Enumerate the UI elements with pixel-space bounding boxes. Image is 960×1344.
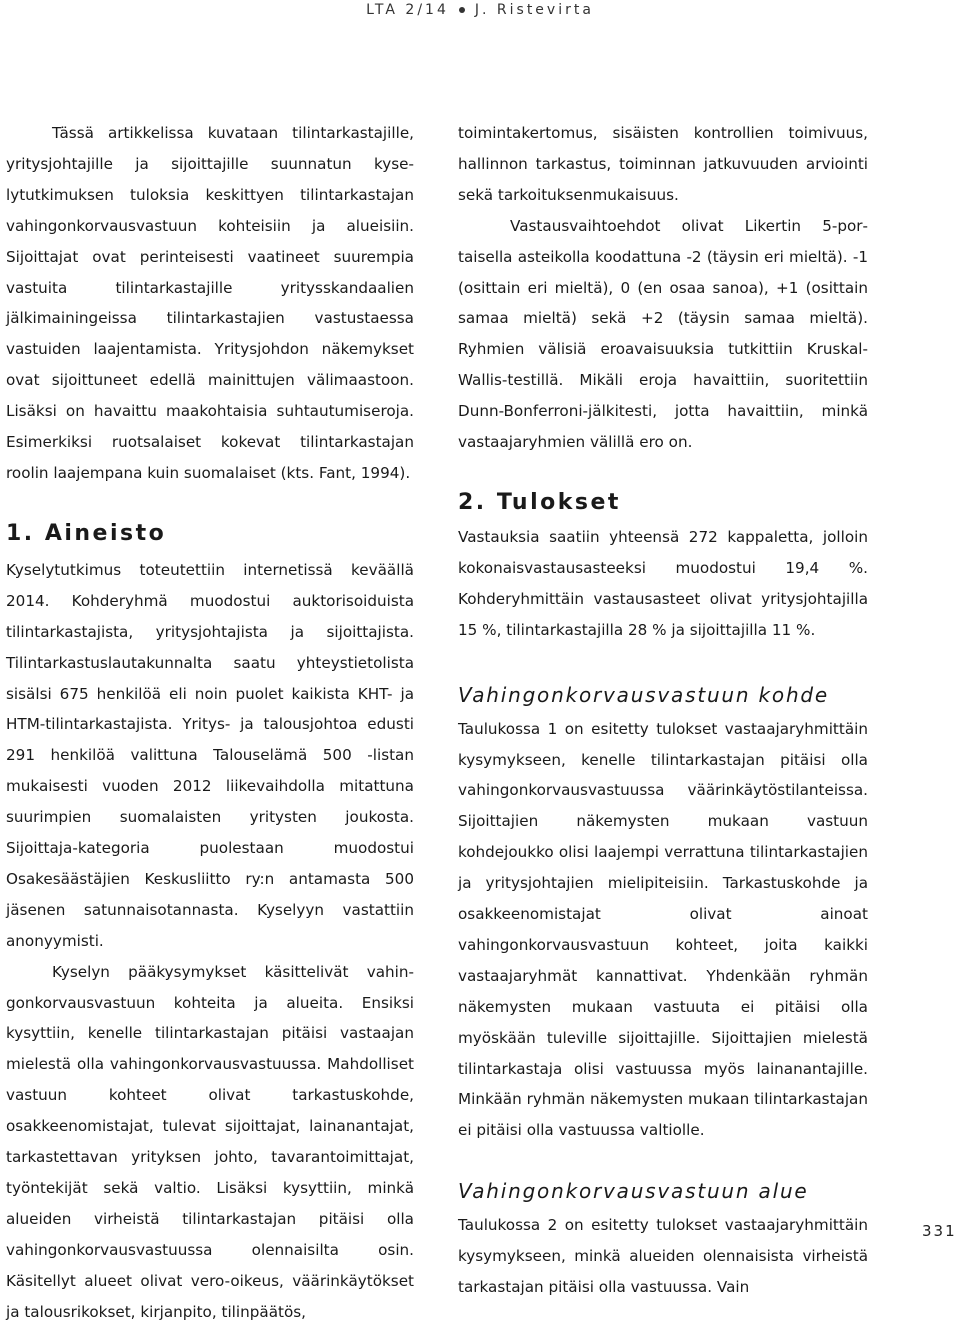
journal-issue: LTA 2/14 — [366, 2, 449, 18]
right-column — [458, 118, 868, 1303]
continued-paragraph: toimintakertomus, sisäisten kontrollien toimivuus, hallinnon tarkastus, toiminnan jatkuvuuden arviointi sekä tarkoituksenmukaisuus. — [458, 124, 868, 204]
left-column — [6, 118, 414, 1328]
likert-paragraph: Vastausvaihtoehdot olivat Likertin 5-portaisella asteikolla koodattuna -2 (täysin eri mieltä). -1 (osittain eri mieltä), 0 (en osaa sanoa), +1 (osittain samaa mieltä) sekä +2 (täysin samaa mieltä). Ryhmien välisiä eroavaisuuksia tutkittiin Kruskal-Wallis-testillä. Mikäli eroja havaittiin, suoritettiin Dunn-Bonferroni-jälkitesti, jotta havaittiin, minkä vastaajaryhmien välillä ero on. — [458, 216, 868, 452]
section-heading-aineisto: 1. Aineisto — [6, 520, 167, 546]
subheading-vastuun-alue: Vahingonkorvausvastuun alue — [458, 1179, 809, 1204]
section-heading-tulokset: 2. Tulokset — [458, 489, 621, 515]
tulokset-paragraph: Vastauksia saatiin yhteensä 272 kappaletta, jolloin kokonaisvastausasteeksi muodostui 19,4 %. Kohderyhmittäin vastausasteet olivat yritysjohtajilla 15 %, tilintarkastajilla 28 % ja sijoittajilla 11 %. — [458, 527, 868, 639]
running-header — [330, 2, 630, 18]
vastuun-alue-paragraph: Taulukossa 2 on esitetty tulokset vastaajaryhmittäin kysymykseen, minkä alueiden olennaisista virheistä tarkastajan pitäisi olla vastuussa. Vain — [458, 1216, 868, 1297]
intro-paragraph: Tässä artikkelissa kuvataan tilintarkastajille, yritysjohtajille ja sijoittajille suunnatun kyselytutkimuksen tuloksia keskittyen tilintarkastajan vahingonkorvausvastuun kohteisiin ja alueisiin. Sijoittajat ovat perinteisesti vaatineet suurempia vastuita tilintarkastajille yritysskandaalien jälkimainingeissa tilintarkastajien vastustaessa vastuiden laajentamista. Yritysjohdon näkemykset ovat sijoittuneet edellä mainittujen välimaastoon. Lisäksi on havaittu maakohtaisia suhtautumiseroja. Esimerkiksi ruotsalaiset kokevat tilintarkastajan roolin laajempana kuin suomalaiset (kts. Fant, 1994). — [6, 124, 414, 482]
bullet-separator — [459, 7, 465, 13]
aineisto-paragraph-2: Kyselyn pääkysymykset käsittelivät vahingonkorvausvastuun kohteita ja alueita. Ensiksi kysyttiin, kenelle tilintarkastajan pitäisi vastaajan mielestä olla vahingonkorvausvastuussa. Mahdolliset vastuun kohteet olivat tarkastuskohde, osakkeenomistajat, tulevat sijoittajat, lainanantajat, tarkastettavan yrityksen johto, tavarantoimittajat, työntekijät sekä valtio. Lisäksi kysyttiin, minkä alueiden virheistä tilintarkastajan pitäisi olla vahingonkorvausvastuussa olennaisilta osin. Käsitellyt alueet olivat vero-oikeus, väärinkäytökset ja talousrikokset, kirjanpito, tilinpäätös, — [6, 962, 414, 1321]
vastuun-kohde-paragraph: Taulukossa 1 on esitetty tulokset vastaajaryhmittäin kysymykseen, kenelle tilintarkastajan pitäisi olla vahingonkorvausvastuussa väärinkäytöstilanteissa. Sijoittajien näkemysten mukaan vastuun kohdejoukko olisi laajempi verrattuna tilintarkastajien ja yritysjohtajien mielipiteisiin. Tarkastuskohde ja osakkeenomistajat olivat ainoat vahingonkorvausvastuun kohteet, joita kaikki vastaajaryhmät kannattivat. Yhdenkään ryhmän näkemysten mukaan vastuuta ei pitäisi olla myöskään tuleville sijoittajille. Sijoittajien mielestä tilintarkastaja olisi vastuussa myös lainanantajille. Minkään ryhmän näkemysten mukaan tilintarkastajan ei pitäisi olla vastuussa valtiolle. — [458, 719, 868, 1140]
running-author: J. Ristevirta — [474, 2, 594, 18]
subheading-vastuun-kohde: Vahingonkorvausvastuun kohde — [458, 682, 830, 707]
page-number: 331 — [922, 1222, 957, 1240]
aineisto-paragraph-1: Kyselytutkimus toteutettiin internetissä keväällä 2014. Kohderyhmä muodostui auktorisoiduista tilintarkastajista, yritysjohtajista ja sijoittajista. Tilintarkastuslautakunnalta saatu yhteystietolista sisälsi 675 henkilöä eli noin puolet kaikista KHT- ja HTM-tilintarkastajista. Yritys- ja talousjohtoa edusti 291 henkilöä valittuna Talouselämä 500 -listan mukaisesti vuoden 2012 liikevaihdolla mitattuna suurimpien suomalaisten yritysten joukosta. Sijoittaja-kategoria puolestaan muodostui Osakesäästäjien Keskusliitto ry:n antamasta 500 jäsenen satunnaisotannasta. Kyselyyn vastattiin anonyymisti. — [6, 560, 414, 950]
